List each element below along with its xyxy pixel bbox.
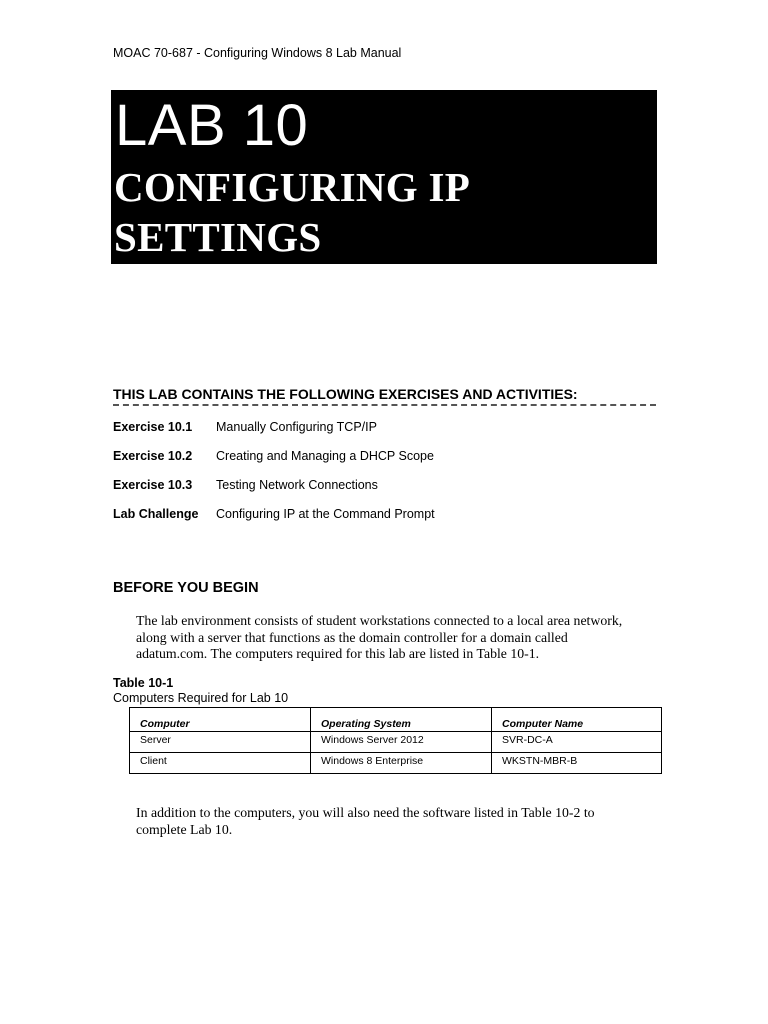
- column-header-computer-name: Computer Name: [492, 708, 662, 732]
- exercise-id: Exercise 10.3: [113, 478, 193, 492]
- column-header-operating-system: Operating System: [311, 708, 492, 732]
- lab-title-line-1: CONFIGURING IP: [114, 164, 471, 210]
- lab-title-banner: [111, 90, 657, 264]
- table-row: [130, 732, 662, 753]
- lab-number: LAB 10: [115, 93, 309, 158]
- exercise-name: Configuring IP at the Command Prompt: [216, 507, 435, 521]
- table-cell: Windows 8 Enterprise: [311, 753, 492, 774]
- exercise-name: Creating and Managing a DHCP Scope: [216, 449, 434, 463]
- exercise-name: Manually Configuring TCP/IP: [216, 420, 377, 434]
- intro-paragraph: The lab environment consists of student workstations connected to a local area network, along with a server that functions as the domain controller for a domain called adatum.com. The computers required for this lab are listed in Table 10-1.: [136, 613, 623, 661]
- software-paragraph: In addition to the computers, you will also need the software listed in Table 10-2 to complete Lab 10.: [136, 805, 595, 837]
- table-title: Computers Required for Lab 10: [113, 691, 289, 705]
- table-caption: [113, 676, 288, 706]
- manual-header: MOAC 70-687 - Configuring Windows 8 Lab Manual: [113, 46, 402, 60]
- exercise-id: Lab Challenge: [113, 507, 199, 521]
- table-cell: SVR-DC-A: [492, 732, 662, 753]
- exercise-id: Exercise 10.1: [113, 420, 193, 434]
- column-header-computer: Computer: [130, 708, 311, 732]
- table-header-row: [130, 708, 662, 732]
- lab-title: [114, 162, 470, 262]
- table-cell: Windows Server 2012: [311, 732, 492, 753]
- exercise-id: Exercise 10.2: [113, 449, 193, 463]
- before-you-begin-heading: BEFORE YOU BEGIN: [113, 580, 259, 596]
- lab-title-line-2: SETTINGS: [114, 214, 322, 260]
- table-cell: Server: [130, 732, 311, 753]
- table-row: [130, 753, 662, 774]
- exercise-name: Testing Network Connections: [216, 478, 378, 492]
- exercises-heading: THIS LAB CONTAINS THE FOLLOWING EXERCISES AND ACTIVITIES:: [113, 386, 656, 406]
- table-cell: Client: [130, 753, 311, 774]
- table-number: Table 10-1: [113, 676, 174, 690]
- table-cell: WKSTN-MBR-B: [492, 753, 662, 774]
- computers-table: [129, 707, 662, 774]
